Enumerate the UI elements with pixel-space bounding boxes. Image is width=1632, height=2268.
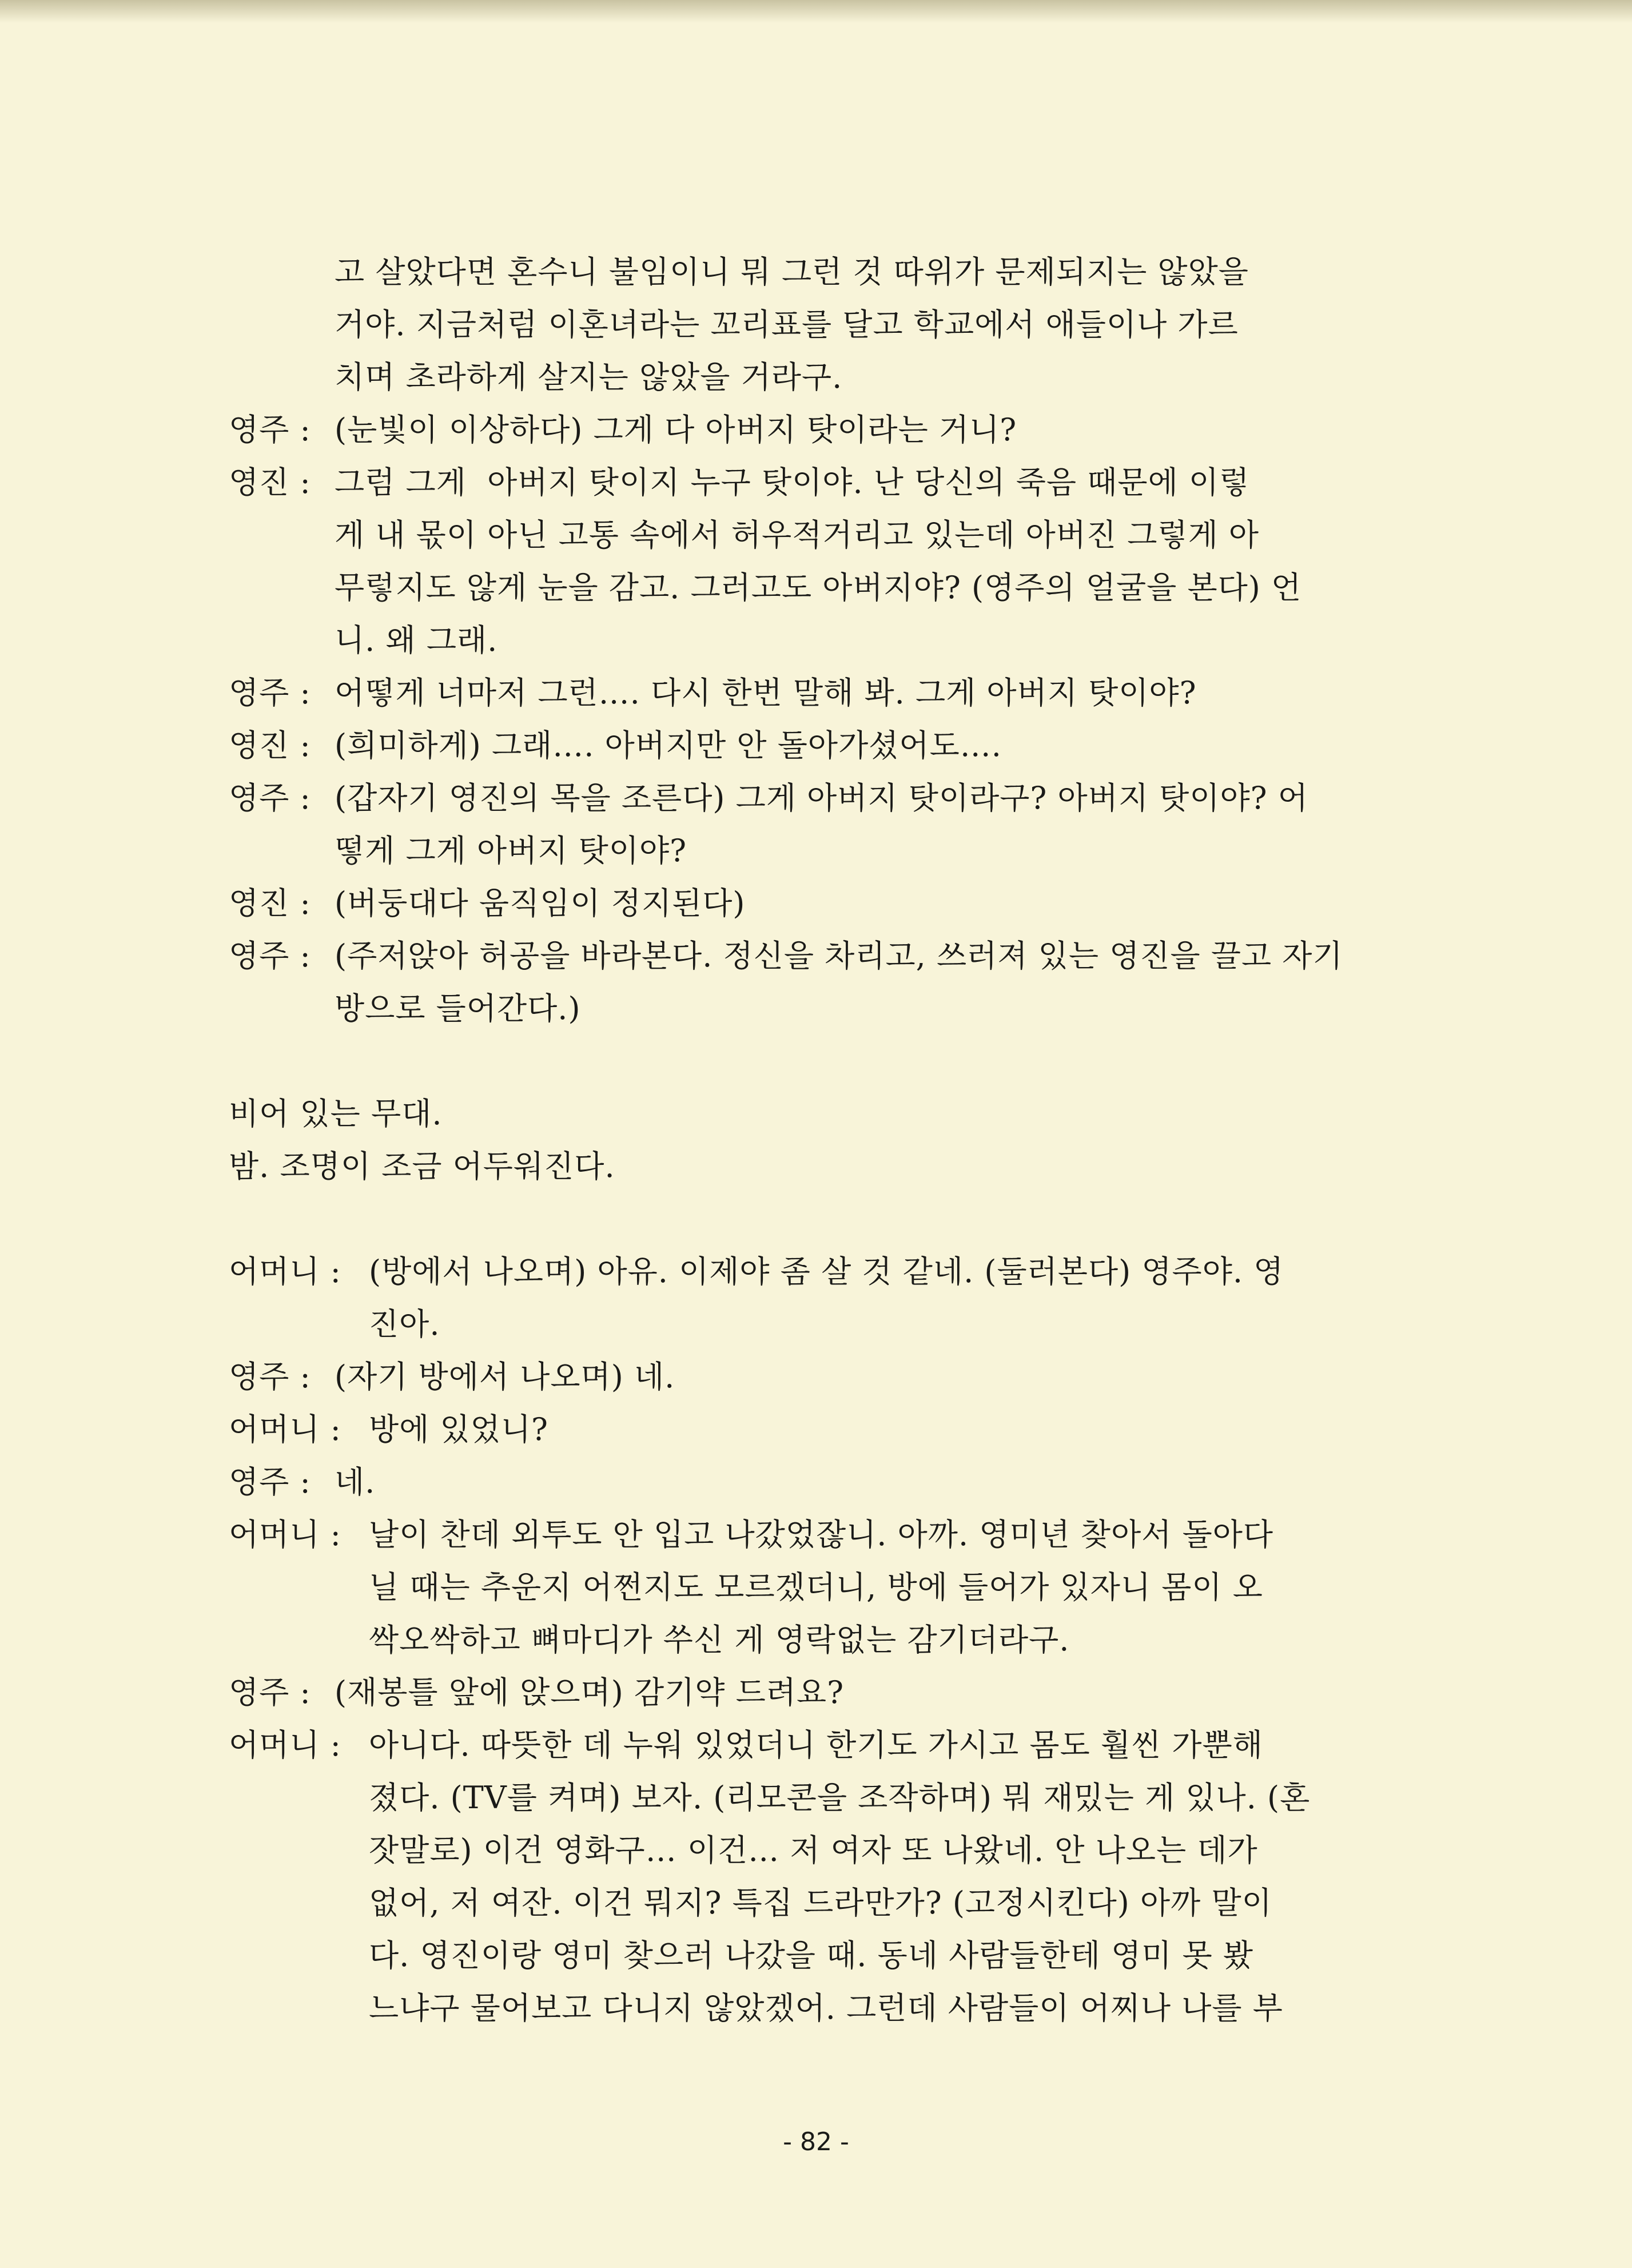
dialogue-line [229,667,1390,719]
speaker-label [229,1509,369,1561]
dialogue-line [229,1456,1390,1509]
dialogue-line [229,1719,1390,2035]
speaker-name: 영진 [229,885,290,921]
dialogue-text-line: 싹오싹하고 뼈마디가 쑤신 게 영락없는 감기더라구. [369,1622,1070,1658]
dialogue-text-line: 방에 있었니? [369,1411,548,1447]
dialogue-text [369,1719,1390,2035]
stage-direction-line: 비어 있는 무대. [229,1096,443,1132]
speaker-label [229,404,335,456]
speaker-name: 어머니 [229,1727,320,1763]
dialogue-text [335,930,1390,1035]
speaker-colon: : [320,1517,352,1553]
dialogue-text-line: 날이 찬데 외투도 안 입고 나갔었잖니. 아까. 영미년 찾아서 돌아다 [369,1517,1274,1553]
speaker-label [229,1719,369,1772]
dialogue-text-line: 진아. [369,1306,440,1342]
speaker-name: 영주 [229,1464,290,1500]
speaker-label [229,456,335,509]
speaker-name: 영진 [229,464,290,500]
stage-direction-line: 밤. 조명이 조금 어두워진다. [229,1148,615,1184]
continued-dialogue [229,246,1390,404]
speaker-colon: : [289,727,321,763]
dialogue-text-line: (희미하게) 그래…. 아버지만 안 돌아가셨어도…. [335,727,1002,763]
dialogue-line [229,1666,1390,1719]
dialogue-text-line: 치며 초라하게 살지는 않았을 거라구. [335,359,843,395]
dialogue-text [335,404,1390,456]
speaker-colon: : [289,885,321,921]
dialogue-text-line: (눈빛이 이상하다) 그게 다 아버지 탓이라는 거니? [335,412,1017,448]
blank-spacer [229,1193,1390,1246]
speaker-colon: : [289,464,321,500]
speaker-colon: : [289,1674,321,1710]
dialogue-text-line: (재봉틀 앞에 앉으며) 감기약 드려요? [335,1674,845,1710]
dialogue-text-line: (자기 방에서 나오며) 네. [335,1359,675,1395]
speaker-colon: : [289,675,321,711]
speaker-colon: : [289,1464,321,1500]
speaker-colon: : [320,1254,352,1290]
dialogue-text [335,1351,1390,1403]
dialogue-line [229,719,1390,772]
dialogue-text [335,456,1390,667]
speaker-label [229,1351,335,1403]
dialogue-line [229,772,1390,877]
speaker-colon: : [320,1411,352,1447]
speaker-label [229,1666,335,1719]
speaker-name: 어머니 [229,1517,320,1553]
dialogue-line [229,404,1390,456]
dialogue-text-line: 게 내 몫이 아닌 고통 속에서 허우적거리고 있는데 아버진 그렇게 아 [335,517,1260,553]
dialogue-text-line: 무렇지도 않게 눈을 감고. 그러고도 아버지야? (영주의 얼굴을 본다) 언 [335,570,1302,606]
dialogue-line [229,1246,1390,1351]
speaker-name: 영주 [229,1674,290,1710]
script-text-block [229,246,1390,2035]
dialogue-text-line: (갑자기 영진의 목을 조른다) 그게 아버지 탓이라구? 아버지 탓이야? 어 [335,780,1308,816]
speaker-label [229,719,335,772]
speaker-name: 영주 [229,412,290,448]
dialogue-text [369,1246,1390,1351]
speaker-name: 어머니 [229,1254,320,1290]
speaker-name: 어머니 [229,1411,320,1447]
dialogue-text-line: (주저앉아 허공을 바라본다. 정신을 차리고, 쓰러져 있는 영진을 끌고 자기 [335,938,1343,974]
speaker-label [229,930,335,982]
dialogue-text-line: (방에서 나오며) 아유. 이제야 좀 살 것 같네. (둘러본다) 영주야. 영 [369,1254,1284,1290]
stage-direction [229,1088,1390,1193]
dialogue-text [369,1509,1390,1666]
scan-edge-shadow [0,0,1632,23]
dialogue-text-line: 네. [335,1464,376,1500]
speaker-name: 영주 [229,675,290,711]
speaker-colon: : [289,938,321,974]
dialogue-text [369,1403,1390,1456]
speaker-name: 영주 [229,938,290,974]
speaker-name: 영주 [229,780,290,816]
dialogue-line [229,1403,1390,1456]
dialogue-line [229,1509,1390,1666]
dialogue-line [229,1351,1390,1403]
dialogue-text [335,1456,1390,1509]
dialogue-text-line: 아니다. 따뜻한 데 누워 있었더니 한기도 가시고 몸도 훨씬 가뿐해 [369,1727,1263,1763]
speaker-colon: : [289,780,321,816]
dialogue-line [229,456,1390,667]
dialogue-line [229,877,1390,930]
dialogue-text-line: 졌다. (TV를 켜며) 보자. (리모콘을 조작하며) 뭐 재밌는 게 있나. (혼 [369,1780,1311,1816]
speaker-colon: : [289,412,321,448]
dialogue-text-line: 어떻게 너마저 그런…. 다시 한번 말해 봐. 그게 아버지 탓이야? [335,675,1197,711]
speaker-label [229,1456,335,1509]
dialogue-text-line: 느냐구 물어보고 다니지 않았겠어. 그런데 사람들이 어찌나 나를 부 [369,1990,1283,2026]
page-number: - 82 - [783,2127,849,2156]
speaker-label [229,1246,369,1298]
dialogue-text [335,877,1390,930]
dialogue-text-line: 방으로 들어간다.) [335,990,581,1026]
dialogue-text-line: 거야. 지금처럼 이혼녀라는 꼬리표를 달고 학교에서 애들이나 가르 [335,307,1239,343]
dialogue-text-line: (버둥대다 움직임이 정지된다) [335,885,746,921]
speaker-label [229,877,335,930]
dialogue-text-line: 고 살았다면 혼수니 불임이니 뭐 그런 것 따위가 문제되지는 않았을 [335,254,1249,290]
dialogue-text [335,719,1390,772]
dialogue-text-line: 니. 왜 그래. [335,622,498,658]
dialogue-text-line: 다. 영진이랑 영미 찾으러 나갔을 때. 동네 사람들한테 영미 못 봤 [369,1937,1254,1973]
dialogue-text-line: 없어, 저 여잔. 이건 뭐지? 특집 드라만가? (고정시킨다) 아까 말이 [369,1885,1272,1921]
speaker-label [229,772,335,825]
blank-spacer [229,1035,1390,1088]
dialogue-text-line: 그럼 그게 아버지 탓이지 누구 탓이야. 난 당신의 죽음 때문에 이렇 [335,464,1250,500]
dialogue-text [335,1666,1390,1719]
dialogue-text [335,772,1390,877]
dialogue-text-line: 잣말로) 이건 영화구… 이건… 저 여자 또 나왔네. 안 나오는 데가 [369,1832,1258,1868]
speaker-colon: : [289,1359,321,1395]
dialogue-text [335,667,1390,719]
dialogue-line [229,930,1390,1035]
speaker-label [229,1403,369,1456]
speaker-colon: : [320,1727,352,1763]
dialogue-text-line: 떻게 그게 아버지 탓이야? [335,833,687,869]
dialogue-text-line: 닐 때는 추운지 어쩐지도 모르겠더니, 방에 들어가 있자니 몸이 오 [369,1569,1263,1605]
speaker-name: 영주 [229,1359,290,1395]
speaker-label [229,667,335,719]
speaker-name: 영진 [229,727,290,763]
